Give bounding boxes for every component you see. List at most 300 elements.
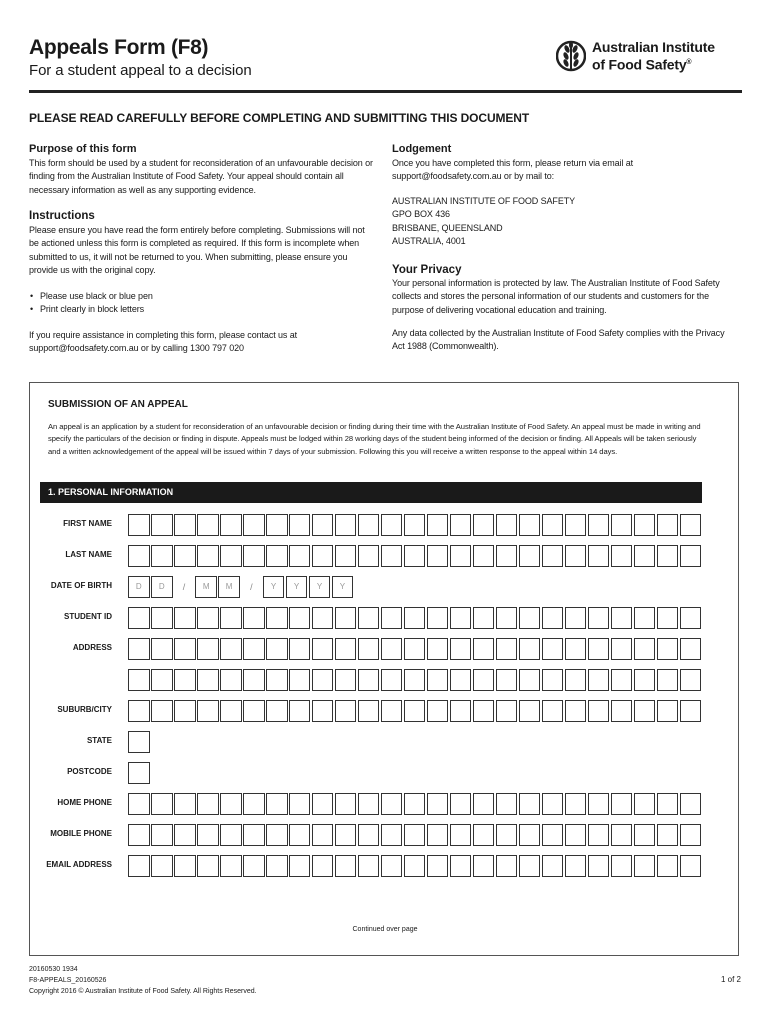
character-box[interactable] (680, 700, 702, 722)
character-box[interactable] (657, 793, 679, 815)
character-box[interactable] (220, 700, 242, 722)
character-box[interactable] (358, 607, 380, 629)
character-box[interactable] (381, 824, 403, 846)
character-box[interactable] (519, 514, 541, 536)
character-box[interactable] (588, 669, 610, 691)
character-box[interactable] (335, 514, 357, 536)
character-box[interactable] (128, 700, 150, 722)
character-box[interactable] (542, 700, 564, 722)
postcode-field[interactable] (128, 762, 151, 784)
character-box[interactable] (634, 824, 656, 846)
character-box[interactable] (197, 824, 219, 846)
character-box[interactable] (220, 607, 242, 629)
character-box[interactable] (611, 638, 633, 660)
character-box[interactable] (289, 700, 311, 722)
character-box[interactable] (289, 514, 311, 536)
character-box[interactable] (588, 824, 610, 846)
character-box[interactable] (358, 824, 380, 846)
character-box[interactable] (657, 855, 679, 877)
character-box[interactable] (542, 824, 564, 846)
home-phone-label: HOME PHONE (57, 798, 112, 807)
character-box[interactable] (174, 638, 196, 660)
character-box[interactable] (496, 545, 518, 567)
character-box[interactable] (680, 855, 702, 877)
character-box[interactable] (335, 700, 357, 722)
character-box[interactable] (312, 669, 334, 691)
character-box[interactable] (128, 607, 150, 629)
character-box[interactable] (657, 638, 679, 660)
character-box[interactable] (634, 545, 656, 567)
character-box[interactable] (519, 855, 541, 877)
character-box[interactable] (197, 855, 219, 877)
character-box[interactable] (197, 545, 219, 567)
character-box[interactable] (450, 669, 472, 691)
character-box[interactable] (289, 793, 311, 815)
character-box[interactable] (128, 762, 150, 784)
character-box[interactable] (496, 514, 518, 536)
character-box[interactable] (680, 824, 702, 846)
character-box[interactable] (611, 607, 633, 629)
character-box[interactable] (381, 669, 403, 691)
footer-code: 20160530 1934 (29, 966, 78, 973)
character-box[interactable] (243, 824, 265, 846)
character-box[interactable] (335, 638, 357, 660)
character-box[interactable] (266, 638, 288, 660)
privacy-text-1: Your personal information is protected by law. The Australian Institute of Food Safety collects and stores the personal information of our students and customers for the purpose of delivering vocational education and training. (392, 278, 720, 315)
character-box[interactable] (519, 824, 541, 846)
character-box[interactable] (634, 855, 656, 877)
character-box[interactable] (243, 545, 265, 567)
character-box[interactable] (335, 824, 357, 846)
character-box[interactable] (565, 607, 587, 629)
character-box[interactable] (128, 731, 150, 753)
character-box[interactable] (266, 514, 288, 536)
character-box[interactable] (220, 793, 242, 815)
home-phone-field[interactable] (128, 793, 703, 815)
character-box[interactable] (174, 793, 196, 815)
suburb-label: SUBURB/CITY (57, 705, 112, 714)
character-box[interactable] (473, 855, 495, 877)
character-box[interactable] (634, 700, 656, 722)
logo-line-2: of Food Safety (592, 56, 687, 73)
character-box[interactable] (473, 824, 495, 846)
character-box[interactable] (174, 700, 196, 722)
character-box[interactable] (657, 607, 679, 629)
logo-wordmark (592, 39, 715, 73)
character-box[interactable] (243, 855, 265, 877)
character-box[interactable] (266, 855, 288, 877)
character-box[interactable] (381, 607, 403, 629)
first-name-field[interactable] (128, 514, 703, 536)
student-id-label: STUDENT ID (64, 612, 112, 621)
character-box[interactable] (542, 545, 564, 567)
character-box[interactable] (611, 793, 633, 815)
lodgement-heading: Lodgement (392, 143, 452, 155)
dob-month-cell[interactable]: M (218, 576, 240, 598)
character-box[interactable] (473, 545, 495, 567)
character-box[interactable] (220, 669, 242, 691)
character-box[interactable] (404, 607, 426, 629)
character-box[interactable] (266, 824, 288, 846)
character-box[interactable] (565, 638, 587, 660)
character-box[interactable] (151, 607, 173, 629)
character-box[interactable] (174, 824, 196, 846)
instructions-text: Please ensure you have read the form entirely before completing. Submissions will not be actioned unless this form is completed as required. If this form is incomplete when submitted to us, it will not be returned to you. When submitting, please ensure you provide us with the original copy. (29, 225, 365, 275)
character-box[interactable] (197, 669, 219, 691)
dob-field[interactable] (128, 576, 355, 598)
continued-note: Continued over page (352, 926, 418, 933)
assistance-text: If you require assistance in completing this form, please contact us at support@foodsafety.com.au or by calling 1300 797 020 (29, 330, 298, 354)
character-box[interactable] (496, 669, 518, 691)
address-line: BRISBANE, QUEENSLAND (392, 222, 503, 233)
character-box[interactable] (358, 638, 380, 660)
character-box[interactable] (427, 793, 449, 815)
mobile-phone-field[interactable] (128, 824, 703, 846)
character-box[interactable] (542, 607, 564, 629)
character-box[interactable] (289, 607, 311, 629)
character-box[interactable] (151, 545, 173, 567)
character-box[interactable] (473, 669, 495, 691)
character-box[interactable] (404, 669, 426, 691)
wheat-icon (556, 37, 586, 75)
character-box[interactable] (542, 638, 564, 660)
purpose-heading: Purpose of this form (29, 143, 137, 155)
character-box[interactable] (151, 638, 173, 660)
character-box[interactable] (496, 793, 518, 815)
character-box[interactable] (128, 638, 150, 660)
character-box[interactable] (565, 793, 587, 815)
character-box[interactable] (197, 607, 219, 629)
character-box[interactable] (174, 669, 196, 691)
character-box[interactable] (128, 793, 150, 815)
character-box[interactable] (358, 700, 380, 722)
dob-year-cell[interactable]: Y (263, 576, 285, 598)
character-box[interactable] (542, 855, 564, 877)
character-box[interactable] (588, 514, 610, 536)
student-id-field[interactable] (128, 607, 703, 629)
address-field-line-2[interactable] (128, 669, 703, 691)
character-box[interactable] (657, 514, 679, 536)
character-box[interactable] (542, 514, 564, 536)
character-box[interactable] (565, 824, 587, 846)
character-box[interactable] (220, 855, 242, 877)
purpose-section (29, 143, 374, 197)
character-box[interactable] (174, 855, 196, 877)
character-box[interactable] (450, 793, 472, 815)
character-box[interactable] (427, 545, 449, 567)
character-box[interactable] (565, 700, 587, 722)
character-box[interactable] (335, 855, 357, 877)
dob-separator: / (250, 582, 253, 592)
dob-year-cell[interactable]: Y (332, 576, 354, 598)
character-box[interactable] (381, 793, 403, 815)
character-box[interactable] (496, 855, 518, 877)
character-box[interactable] (289, 669, 311, 691)
character-box[interactable] (657, 669, 679, 691)
dob-year-cell[interactable]: Y (286, 576, 308, 598)
address-line: AUSTRALIA, 4001 (392, 235, 466, 246)
character-box[interactable] (427, 700, 449, 722)
character-box[interactable] (404, 638, 426, 660)
form-title: Appeals Form (F8) (29, 36, 209, 59)
header-rule (29, 90, 742, 93)
character-box[interactable] (473, 700, 495, 722)
character-box[interactable] (220, 545, 242, 567)
character-box[interactable] (611, 545, 633, 567)
character-box[interactable] (220, 514, 242, 536)
character-box[interactable] (289, 855, 311, 877)
character-box[interactable] (335, 607, 357, 629)
character-box[interactable] (496, 638, 518, 660)
character-box[interactable] (289, 545, 311, 567)
character-box[interactable] (358, 855, 380, 877)
state-label: STATE (86, 736, 112, 745)
character-box[interactable] (496, 607, 518, 629)
character-box[interactable] (404, 545, 426, 567)
character-box[interactable] (611, 669, 633, 691)
character-box[interactable] (243, 514, 265, 536)
character-box[interactable] (519, 545, 541, 567)
character-box[interactable] (312, 514, 334, 536)
character-box[interactable] (680, 514, 702, 536)
bullet-item: • Print clearly in block letters (40, 303, 374, 316)
character-box[interactable] (151, 824, 173, 846)
character-box[interactable] (588, 700, 610, 722)
character-box[interactable] (381, 545, 403, 567)
character-box[interactable] (680, 669, 702, 691)
character-box[interactable] (565, 669, 587, 691)
character-box[interactable] (427, 607, 449, 629)
state-field[interactable] (128, 731, 151, 753)
character-box[interactable] (427, 638, 449, 660)
character-box[interactable] (404, 793, 426, 815)
character-box[interactable] (220, 824, 242, 846)
character-box[interactable] (312, 638, 334, 660)
character-box[interactable] (634, 638, 656, 660)
character-box[interactable] (427, 669, 449, 691)
character-box[interactable] (197, 700, 219, 722)
character-box[interactable] (611, 855, 633, 877)
instruction-bullets (29, 290, 374, 317)
character-box[interactable] (312, 607, 334, 629)
character-box[interactable] (496, 824, 518, 846)
mailing-address (392, 195, 737, 248)
character-box[interactable] (542, 669, 564, 691)
section-1-header: 1. PERSONAL INFORMATION (40, 482, 702, 503)
character-box[interactable] (450, 607, 472, 629)
address-line: AUSTRALIAN INSTITUTE OF FOOD SAFETY (392, 196, 576, 206)
lodgement-text: Once you have completed this form, please return via email at support@foodsafety.com.au or by mail to: (392, 158, 634, 182)
page-number: 1 of 2 (720, 975, 741, 984)
instructions-section (29, 210, 374, 277)
character-box[interactable] (358, 793, 380, 815)
character-box[interactable] (266, 793, 288, 815)
character-box[interactable] (427, 855, 449, 877)
email-field[interactable] (128, 855, 703, 877)
dob-day-cell[interactable]: D (128, 576, 150, 598)
character-box[interactable] (588, 638, 610, 660)
character-box[interactable] (266, 607, 288, 629)
privacy-section (392, 264, 737, 353)
character-box[interactable] (519, 669, 541, 691)
character-box[interactable] (634, 793, 656, 815)
character-box[interactable] (450, 514, 472, 536)
character-box[interactable] (450, 545, 472, 567)
character-box[interactable] (197, 514, 219, 536)
character-box[interactable] (473, 514, 495, 536)
character-box[interactable] (358, 669, 380, 691)
character-box[interactable] (680, 638, 702, 660)
character-box[interactable] (611, 514, 633, 536)
character-box[interactable] (243, 638, 265, 660)
character-box[interactable] (450, 638, 472, 660)
character-box[interactable] (266, 545, 288, 567)
registered-mark: ® (686, 59, 692, 66)
character-box[interactable] (289, 638, 311, 660)
character-box[interactable] (473, 607, 495, 629)
character-box[interactable] (565, 855, 587, 877)
character-box[interactable] (496, 700, 518, 722)
character-box[interactable] (404, 855, 426, 877)
character-box[interactable] (519, 793, 541, 815)
submission-heading: SUBMISSION OF AN APPEAL (48, 399, 188, 410)
character-box[interactable] (335, 793, 357, 815)
footer-form-id: F8-APPEALS_20160526 (29, 977, 107, 984)
character-box[interactable] (358, 545, 380, 567)
character-box[interactable] (657, 545, 679, 567)
character-box[interactable] (128, 669, 150, 691)
character-box[interactable] (519, 638, 541, 660)
character-box[interactable] (151, 700, 173, 722)
character-box[interactable] (128, 514, 150, 536)
logo-line-1: Australian Institute (592, 39, 715, 55)
character-box[interactable] (404, 514, 426, 536)
character-box[interactable] (519, 607, 541, 629)
character-box[interactable] (588, 607, 610, 629)
character-box[interactable] (151, 669, 173, 691)
privacy-heading: Your Privacy (392, 264, 462, 276)
aifs-logo (556, 37, 746, 77)
character-box[interactable] (680, 545, 702, 567)
character-box[interactable] (680, 793, 702, 815)
character-box[interactable] (174, 607, 196, 629)
character-box[interactable] (427, 514, 449, 536)
character-box[interactable] (611, 700, 633, 722)
email-label: EMAIL ADDRESS (46, 860, 112, 869)
character-box[interactable] (381, 700, 403, 722)
character-box[interactable] (634, 607, 656, 629)
copyright: Copyright 2016 © Australian Institute of Food Safety. All Rights Reserved. (29, 988, 257, 995)
character-box[interactable] (588, 855, 610, 877)
character-box[interactable] (312, 545, 334, 567)
character-box[interactable] (266, 700, 288, 722)
character-box[interactable] (243, 793, 265, 815)
read-carefully-notice: PLEASE READ CAREFULLY BEFORE COMPLETING AND SUBMITTING THIS DOCUMENT (29, 111, 530, 125)
character-box[interactable] (243, 669, 265, 691)
purpose-text: This form should be used by a student for reconsideration of an unfavourable decision or finding from the Australian Institute of Food Safety. Your appeal should contain all necessary information as well as any supporting evidence. (29, 158, 373, 195)
character-box[interactable] (197, 638, 219, 660)
character-box[interactable] (128, 824, 150, 846)
character-box[interactable] (174, 545, 196, 567)
document-footer (29, 964, 257, 997)
character-box[interactable] (151, 514, 173, 536)
character-box[interactable] (381, 855, 403, 877)
character-box[interactable] (174, 514, 196, 536)
suburb-field[interactable] (128, 700, 703, 722)
character-box[interactable] (335, 669, 357, 691)
character-box[interactable] (473, 638, 495, 660)
character-box[interactable] (128, 855, 150, 877)
character-box[interactable] (151, 855, 173, 877)
last-name-field[interactable] (128, 545, 703, 567)
address-line: GPO BOX 436 (392, 209, 450, 220)
address-label: ADDRESS (72, 643, 112, 652)
dob-label: DATE OF BIRTH (50, 581, 112, 590)
character-box[interactable] (335, 545, 357, 567)
character-box[interactable] (450, 700, 472, 722)
first-name-label: FIRST NAME (63, 519, 112, 528)
character-box[interactable] (565, 514, 587, 536)
character-box[interactable] (151, 793, 173, 815)
lodgement-section (392, 143, 737, 184)
character-box[interactable] (197, 793, 219, 815)
character-box[interactable] (634, 669, 656, 691)
dob-year-cell[interactable]: Y (309, 576, 331, 598)
character-box[interactable] (404, 700, 426, 722)
character-box[interactable] (680, 607, 702, 629)
character-box[interactable] (312, 855, 334, 877)
character-box[interactable] (588, 793, 610, 815)
character-box[interactable] (128, 545, 150, 567)
dob-day-cell[interactable]: D (151, 576, 173, 598)
character-box[interactable] (381, 514, 403, 536)
character-box[interactable] (565, 545, 587, 567)
character-box[interactable] (220, 638, 242, 660)
character-box[interactable] (312, 700, 334, 722)
character-box[interactable] (358, 514, 380, 536)
character-box[interactable] (243, 700, 265, 722)
character-box[interactable] (450, 855, 472, 877)
character-box[interactable] (519, 700, 541, 722)
form-subtitle: For a student appeal to a decision (29, 62, 252, 79)
mobile-phone-label: MOBILE PHONE (50, 829, 112, 838)
character-box[interactable] (404, 824, 426, 846)
character-box[interactable] (381, 638, 403, 660)
character-box[interactable] (312, 824, 334, 846)
dob-separator: / (182, 582, 186, 592)
character-box[interactable] (427, 824, 449, 846)
character-box[interactable] (611, 824, 633, 846)
privacy-text-2: Any data collected by the Australian Institute of Food Safety complies with the Privacy Act 1988 (Commonwealth). (392, 327, 725, 352)
dob-month-cell[interactable]: M (195, 576, 217, 598)
character-box[interactable] (243, 607, 265, 629)
character-box[interactable] (473, 793, 495, 815)
character-box[interactable] (312, 793, 334, 815)
last-name-label: LAST NAME (65, 550, 112, 559)
submission-text: An appeal is an application by a student for reconsideration of an unfavourable decision or finding during their time with the Australian Institute of Food Safety. An appeal must be made in writing and specify the particulars of the decision or finding in dispute. Appeals must be lodged within 28 working days of the student being informed of the decision or finding. All Appeals will be taken seriously and a written acknowledgement of the appeal will be issued within 7 days of your submission. Following this you will receive a written response to the appeal within 14 days. (48, 422, 701, 456)
bullet-item: • Please use black or blue pen (40, 290, 374, 303)
character-box[interactable] (657, 700, 679, 722)
character-box[interactable] (634, 514, 656, 536)
character-box[interactable] (289, 824, 311, 846)
character-box[interactable] (657, 824, 679, 846)
postcode-label: POSTCODE (67, 767, 112, 776)
character-box[interactable] (450, 824, 472, 846)
character-box[interactable] (266, 669, 288, 691)
address-field-line-1[interactable] (128, 638, 703, 660)
character-box[interactable] (542, 793, 564, 815)
character-box[interactable] (588, 545, 610, 567)
